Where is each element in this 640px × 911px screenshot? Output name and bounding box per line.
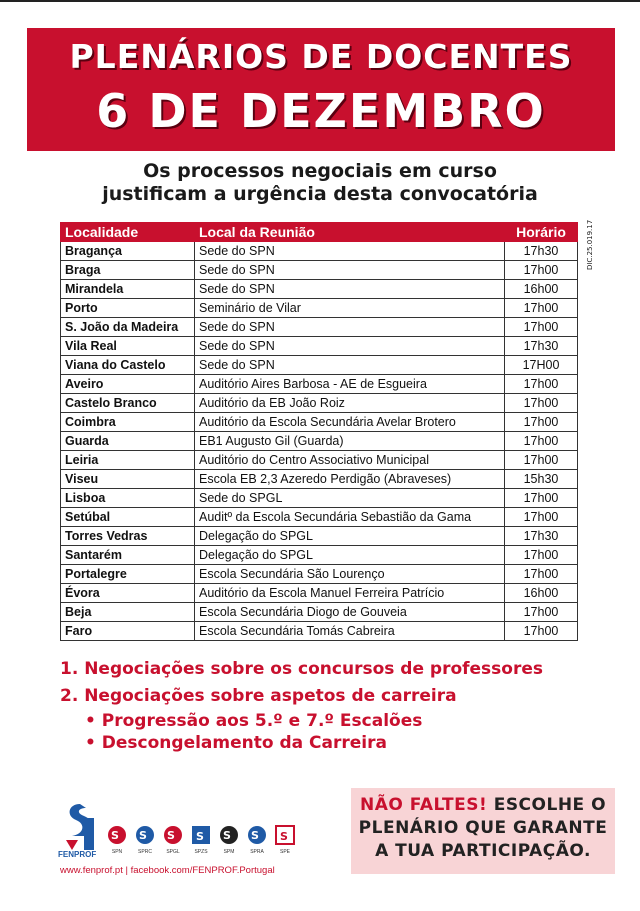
cell-locality: Braga [61,261,195,280]
footer-links[interactable]: www.fenprof.pt | facebook.com/FENPROF.Portugal [60,865,275,876]
table-row [61,299,578,318]
point-2: 2. Negociações sobre aspetos de carreira [60,686,457,706]
cell-venue: Auditório da Escola Secundária Avelar Brotero [195,413,505,432]
cell-venue: Delegação do SPGL [195,527,505,546]
callout-line-3: A TUA PARTICIPAÇÃO. [375,841,591,861]
cell-venue: Sede do SPN [195,242,505,261]
cell-time: 16h00 [505,584,578,603]
cell-venue: Sede do SPN [195,280,505,299]
svg-text:S: S [223,829,231,842]
cell-time: 17h00 [505,299,578,318]
cell-locality: S. João da Madeira [61,318,195,337]
cell-time: 17h00 [505,394,578,413]
table-row [61,489,578,508]
negotiation-points [60,656,543,754]
cell-time: 17h00 [505,603,578,622]
callout-box [351,788,615,874]
point-2a: • Progressão aos 5.º e 7.º Escalões [85,711,423,731]
table-row [61,603,578,622]
svg-text:S: S [111,829,119,842]
cell-venue: Escola Secundária Diogo de Gouveia [195,603,505,622]
spra-logo: S SPRA [244,825,270,855]
cell-time: 17h00 [505,318,578,337]
cell-locality: Bragança [61,242,195,261]
callout-line-2: PLENÁRIO QUE GARANTE [358,818,608,838]
cell-time: 17h00 [505,546,578,565]
cell-time: 16h00 [505,280,578,299]
cell-time: 17h00 [505,413,578,432]
table-row [61,318,578,337]
table-row [61,508,578,527]
cell-time: 17h00 [505,432,578,451]
cell-venue: Auditº da Escola Secundária Sebastião da Gama [195,508,505,527]
svg-text:S: S [196,830,204,843]
cell-locality: Coimbra [61,413,195,432]
table-row [61,280,578,299]
subtitle [0,160,640,206]
table-row [61,546,578,565]
cell-locality: Beja [61,603,195,622]
fenprof-logo-label: FENPROF [58,850,97,859]
cell-locality: Portalegre [61,565,195,584]
table-row [61,527,578,546]
cell-venue: Sede do SPN [195,318,505,337]
cell-locality: Faro [61,622,195,641]
cell-locality: Leiria [61,451,195,470]
subtitle-line-1: Os processos negociais em curso [143,160,497,182]
table-row [61,565,578,584]
cell-locality: Torres Vedras [61,527,195,546]
cell-venue: Sede do SPN [195,337,505,356]
cell-venue: Escola Secundária Tomás Cabreira [195,622,505,641]
cell-time: 17h30 [505,242,578,261]
table-row [61,242,578,261]
title-banner [27,28,615,151]
spn-logo: S SPN [104,825,130,855]
table-row [61,394,578,413]
cell-locality: Setúbal [61,508,195,527]
cell-time: 17h00 [505,489,578,508]
cell-venue: Sede do SPGL [195,489,505,508]
cell-time: 17h00 [505,565,578,584]
table-row [61,356,578,375]
callout-line-1: ESCOLHE O [487,795,607,815]
cell-locality: Lisboa [61,489,195,508]
cell-locality: Vila Real [61,337,195,356]
table-row [61,432,578,451]
svg-text:S: S [280,830,288,843]
cell-locality: Porto [61,299,195,318]
table-row [61,470,578,489]
cell-locality: Castelo Branco [61,394,195,413]
table-header-row [61,223,578,242]
spm-logo: S SPM [216,825,242,855]
svg-text:S: S [139,829,147,842]
cell-venue: Auditório da Escola Manuel Ferreira Patrício [195,584,505,603]
table-row [61,337,578,356]
point-2b: • Descongelamento da Carreira [85,733,387,753]
table-row [61,622,578,641]
cell-locality: Guarda [61,432,195,451]
header-time: Horário [505,223,578,242]
sprc-logo: S SPRC [132,825,158,855]
cell-venue: EB1 Augusto Gil (Guarda) [195,432,505,451]
cell-venue: Auditório da EB João Roiz [195,394,505,413]
cell-time: 17h00 [505,451,578,470]
table-body [61,242,578,641]
svg-text:S: S [167,829,175,842]
spgl-logo: S SPGL [160,825,186,855]
cell-venue: Escola Secundária São Lourenço [195,565,505,584]
document-code: DIC.25.019.17 [586,219,594,270]
banner-date: 6 DE DEZEMBRO [96,84,546,138]
cell-time: 17h30 [505,527,578,546]
cell-locality: Évora [61,584,195,603]
cell-time: 17h30 [505,337,578,356]
table-row [61,451,578,470]
cell-locality: Viana do Castelo [61,356,195,375]
spe-logo: S SPE [272,825,298,855]
table-row [61,413,578,432]
svg-text:S: S [251,829,259,842]
banner-title: PLENÁRIOS DE DOCENTES [69,37,573,76]
cell-venue: Escola EB 2,3 Azeredo Perdigão (Abraveses) [195,470,505,489]
cell-locality: Aveiro [61,375,195,394]
cell-venue: Auditório do Centro Associativo Municipal [195,451,505,470]
cell-venue: Seminário de Vilar [195,299,505,318]
schedule-table [60,222,578,641]
cell-time: 17h00 [505,622,578,641]
subtitle-line-2: justificam a urgência desta convocatória [102,183,538,205]
spzs-logo: S SPZS [188,825,214,855]
cell-venue: Sede do SPN [195,356,505,375]
cell-time: 17h00 [505,508,578,527]
cell-time: 17h00 [505,261,578,280]
callout-alert: NÃO FALTES! [359,795,488,815]
header-venue: Local da Reunião [195,223,505,242]
table-row [61,375,578,394]
cell-locality: Mirandela [61,280,195,299]
top-rule [0,0,640,2]
cell-time: 17h00 [505,375,578,394]
table-row [61,584,578,603]
cell-locality: Santarém [61,546,195,565]
table-row [61,261,578,280]
cell-locality: Viseu [61,470,195,489]
point-1: 1. Negociações sobre os concursos de professores [60,659,544,679]
cell-venue: Auditório Aires Barbosa - AE de Esgueira [195,375,505,394]
cell-venue: Delegação do SPGL [195,546,505,565]
header-locality: Localidade [61,223,195,242]
cell-time: 15h30 [505,470,578,489]
cell-time: 17H00 [505,356,578,375]
cell-venue: Sede do SPN [195,261,505,280]
fenprof-logo [58,800,102,860]
